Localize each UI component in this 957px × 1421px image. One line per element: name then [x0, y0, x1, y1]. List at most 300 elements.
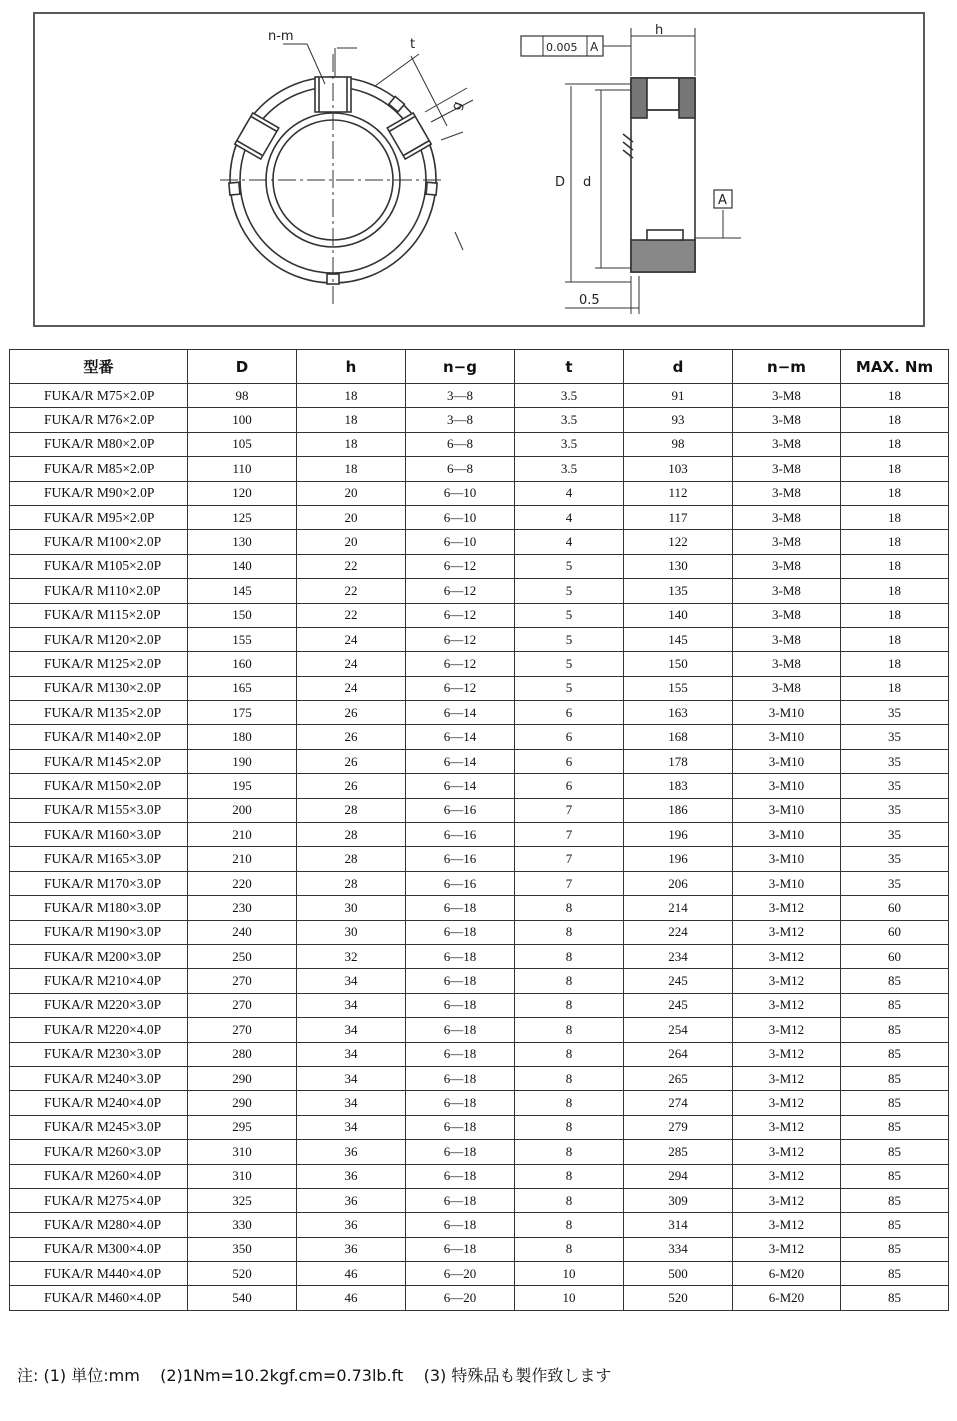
value-cell: 3-M12 [733, 1188, 841, 1212]
value-cell: 6—12 [406, 676, 515, 700]
value-cell: 8 [515, 896, 624, 920]
value-cell: 245 [624, 969, 733, 993]
value-cell: 18 [841, 652, 949, 676]
value-cell: 234 [624, 944, 733, 968]
value-cell: 34 [297, 993, 406, 1017]
value-cell: 85 [841, 969, 949, 993]
value-cell: 4 [515, 530, 624, 554]
value-cell: 314 [624, 1213, 733, 1237]
value-cell: 180 [188, 725, 297, 749]
value-cell: 22 [297, 603, 406, 627]
value-cell: 10 [515, 1286, 624, 1310]
value-cell: 270 [188, 993, 297, 1017]
value-cell: 85 [841, 993, 949, 1017]
value-cell: 36 [297, 1188, 406, 1212]
value-cell: 290 [188, 1066, 297, 1090]
model-cell: FUKA/R M76×2.0P [10, 408, 188, 432]
value-cell: 18 [841, 432, 949, 456]
value-cell: 110 [188, 457, 297, 481]
value-cell: 6—18 [406, 1115, 515, 1139]
value-cell: 309 [624, 1188, 733, 1212]
value-cell: 210 [188, 823, 297, 847]
footnote: 注: (1) 単位:mm (2)1Nm=10.2kgf.cm=0.73lb.ft (3) 特殊品も製作致します [17, 1366, 612, 1385]
column-header: n−m [733, 350, 841, 384]
value-cell: 7 [515, 871, 624, 895]
value-cell: 36 [297, 1164, 406, 1188]
value-cell: 3-M10 [733, 823, 841, 847]
value-cell: 3-M8 [733, 384, 841, 408]
value-cell: 196 [624, 823, 733, 847]
value-cell: 206 [624, 871, 733, 895]
value-cell: 5 [515, 579, 624, 603]
table-row [10, 384, 949, 408]
value-cell: 6—12 [406, 627, 515, 651]
value-cell: 183 [624, 774, 733, 798]
value-cell: 3-M8 [733, 652, 841, 676]
value-cell: 3.5 [515, 432, 624, 456]
table-row [10, 701, 949, 725]
label-t: t [410, 37, 416, 52]
model-cell: FUKA/R M165×3.0P [10, 847, 188, 871]
value-cell: 6—20 [406, 1286, 515, 1310]
model-cell: FUKA/R M460×4.0P [10, 1286, 188, 1310]
value-cell: 265 [624, 1066, 733, 1090]
value-cell: 6—18 [406, 896, 515, 920]
value-cell: 6—18 [406, 1164, 515, 1188]
value-cell: 178 [624, 749, 733, 773]
value-cell: 175 [188, 701, 297, 725]
model-cell: FUKA/R M240×4.0P [10, 1091, 188, 1115]
front-view [220, 44, 473, 306]
value-cell: 35 [841, 701, 949, 725]
label-nm: n-m [268, 29, 294, 44]
value-cell: 294 [624, 1164, 733, 1188]
value-cell: 34 [297, 1091, 406, 1115]
value-cell: 6—14 [406, 725, 515, 749]
value-cell: 8 [515, 969, 624, 993]
model-cell: FUKA/R M260×4.0P [10, 1164, 188, 1188]
model-cell: FUKA/R M85×2.0P [10, 457, 188, 481]
table-row [10, 505, 949, 529]
value-cell: 150 [188, 603, 297, 627]
value-cell: 18 [841, 676, 949, 700]
value-cell: 6—16 [406, 823, 515, 847]
value-cell: 18 [297, 408, 406, 432]
table-row [10, 1237, 949, 1261]
value-cell: 3-M12 [733, 1164, 841, 1188]
value-cell: 36 [297, 1213, 406, 1237]
value-cell: 18 [841, 579, 949, 603]
model-cell: FUKA/R M245×3.0P [10, 1115, 188, 1139]
value-cell: 186 [624, 798, 733, 822]
value-cell: 8 [515, 1213, 624, 1237]
value-cell: 150 [624, 652, 733, 676]
column-header: n−g [406, 350, 515, 384]
value-cell: 7 [515, 823, 624, 847]
value-cell: 34 [297, 969, 406, 993]
value-cell: 3-M8 [733, 432, 841, 456]
value-cell: 3-M8 [733, 481, 841, 505]
value-cell: 34 [297, 1066, 406, 1090]
value-cell: 85 [841, 1066, 949, 1090]
value-cell: 3-M12 [733, 1237, 841, 1261]
value-cell: 60 [841, 920, 949, 944]
value-cell: 6—18 [406, 1042, 515, 1066]
table-row [10, 969, 949, 993]
value-cell: 3-M10 [733, 749, 841, 773]
model-cell: FUKA/R M210×4.0P [10, 969, 188, 993]
value-cell: 100 [188, 408, 297, 432]
value-cell: 168 [624, 725, 733, 749]
table-row [10, 823, 949, 847]
value-cell: 5 [515, 627, 624, 651]
model-cell: FUKA/R M110×2.0P [10, 579, 188, 603]
value-cell: 3-M8 [733, 530, 841, 554]
value-cell: 22 [297, 579, 406, 603]
value-cell: 140 [624, 603, 733, 627]
value-cell: 8 [515, 1188, 624, 1212]
value-cell: 8 [515, 1237, 624, 1261]
value-cell: 3-M12 [733, 1091, 841, 1115]
table-row [10, 1140, 949, 1164]
value-cell: 117 [624, 505, 733, 529]
value-cell: 3-M8 [733, 505, 841, 529]
value-cell: 3-M10 [733, 725, 841, 749]
value-cell: 4 [515, 505, 624, 529]
value-cell: 3-M10 [733, 871, 841, 895]
value-cell: 3-M8 [733, 554, 841, 578]
model-cell: FUKA/R M145×2.0P [10, 749, 188, 773]
model-cell: FUKA/R M280×4.0P [10, 1213, 188, 1237]
table-row [10, 1066, 949, 1090]
value-cell: 155 [624, 676, 733, 700]
label-h: h [655, 23, 664, 38]
value-cell: 214 [624, 896, 733, 920]
value-cell: 98 [624, 432, 733, 456]
value-cell: 325 [188, 1188, 297, 1212]
model-cell: FUKA/R M220×4.0P [10, 1018, 188, 1042]
value-cell: 125 [188, 505, 297, 529]
value-cell: 3-M8 [733, 408, 841, 432]
column-header: 型番 [10, 350, 188, 384]
value-cell: 120 [188, 481, 297, 505]
value-cell: 3-M10 [733, 701, 841, 725]
value-cell: 8 [515, 1164, 624, 1188]
value-cell: 35 [841, 823, 949, 847]
value-cell: 5 [515, 652, 624, 676]
drawing-svg [35, 14, 923, 325]
value-cell: 35 [841, 798, 949, 822]
table-row [10, 1188, 949, 1212]
table-row [10, 481, 949, 505]
value-cell: 274 [624, 1091, 733, 1115]
value-cell: 3-M12 [733, 1066, 841, 1090]
value-cell: 3—8 [406, 384, 515, 408]
value-cell: 26 [297, 774, 406, 798]
value-cell: 6—18 [406, 920, 515, 944]
value-cell: 196 [624, 847, 733, 871]
table-row [10, 871, 949, 895]
table-row [10, 774, 949, 798]
table-row [10, 603, 949, 627]
value-cell: 22 [297, 554, 406, 578]
value-cell: 28 [297, 847, 406, 871]
value-cell: 245 [624, 993, 733, 1017]
value-cell: 46 [297, 1286, 406, 1310]
table-row [10, 944, 949, 968]
model-cell: FUKA/R M130×2.0P [10, 676, 188, 700]
value-cell: 3—8 [406, 408, 515, 432]
value-cell: 6—16 [406, 847, 515, 871]
value-cell: 6—12 [406, 603, 515, 627]
value-cell: 6—18 [406, 969, 515, 993]
value-cell: 165 [188, 676, 297, 700]
label-g: g [449, 99, 466, 113]
label-d: d [583, 175, 592, 190]
value-cell: 112 [624, 481, 733, 505]
value-cell: 4 [515, 481, 624, 505]
value-cell: 6—18 [406, 1066, 515, 1090]
table-row [10, 1262, 949, 1286]
value-cell: 20 [297, 481, 406, 505]
value-cell: 3.5 [515, 457, 624, 481]
value-cell: 240 [188, 920, 297, 944]
value-cell: 3-M12 [733, 920, 841, 944]
spec-table-head [10, 350, 949, 384]
value-cell: 310 [188, 1140, 297, 1164]
value-cell: 6—18 [406, 1237, 515, 1261]
table-row [10, 554, 949, 578]
model-cell: FUKA/R M170×3.0P [10, 871, 188, 895]
value-cell: 250 [188, 944, 297, 968]
value-cell: 6—14 [406, 749, 515, 773]
value-cell: 3-M12 [733, 969, 841, 993]
value-cell: 3-M10 [733, 774, 841, 798]
value-cell: 6—18 [406, 1188, 515, 1212]
value-cell: 224 [624, 920, 733, 944]
model-cell: FUKA/R M275×4.0P [10, 1188, 188, 1212]
value-cell: 3-M12 [733, 1140, 841, 1164]
label-datum: A [590, 40, 599, 54]
value-cell: 3-M10 [733, 798, 841, 822]
value-cell: 18 [841, 530, 949, 554]
value-cell: 6—16 [406, 871, 515, 895]
table-row [10, 1042, 949, 1066]
value-cell: 3-M8 [733, 676, 841, 700]
value-cell: 24 [297, 652, 406, 676]
value-cell: 18 [297, 457, 406, 481]
value-cell: 8 [515, 1042, 624, 1066]
value-cell: 8 [515, 1140, 624, 1164]
model-cell: FUKA/R M90×2.0P [10, 481, 188, 505]
value-cell: 230 [188, 896, 297, 920]
value-cell: 7 [515, 847, 624, 871]
value-cell: 24 [297, 676, 406, 700]
value-cell: 3-M8 [733, 603, 841, 627]
model-cell: FUKA/R M260×3.0P [10, 1140, 188, 1164]
value-cell: 5 [515, 603, 624, 627]
table-row [10, 652, 949, 676]
value-cell: 6—18 [406, 1140, 515, 1164]
value-cell: 35 [841, 774, 949, 798]
value-cell: 220 [188, 871, 297, 895]
value-cell: 30 [297, 920, 406, 944]
value-cell: 195 [188, 774, 297, 798]
column-header: t [515, 350, 624, 384]
value-cell: 6—8 [406, 457, 515, 481]
value-cell: 3-M8 [733, 579, 841, 603]
value-cell: 6—14 [406, 774, 515, 798]
value-cell: 85 [841, 1042, 949, 1066]
value-cell: 28 [297, 823, 406, 847]
value-cell: 36 [297, 1140, 406, 1164]
value-cell: 46 [297, 1262, 406, 1286]
model-cell: FUKA/R M80×2.0P [10, 432, 188, 456]
table-row [10, 676, 949, 700]
table-row [10, 1115, 949, 1139]
value-cell: 34 [297, 1042, 406, 1066]
table-row [10, 1213, 949, 1237]
model-cell: FUKA/R M220×3.0P [10, 993, 188, 1017]
model-cell: FUKA/R M140×2.0P [10, 725, 188, 749]
value-cell: 8 [515, 993, 624, 1017]
value-cell: 3-M12 [733, 993, 841, 1017]
value-cell: 103 [624, 457, 733, 481]
value-cell: 190 [188, 749, 297, 773]
value-cell: 6—10 [406, 530, 515, 554]
model-cell: FUKA/R M125×2.0P [10, 652, 188, 676]
table-row [10, 457, 949, 481]
value-cell: 35 [841, 725, 949, 749]
value-cell: 8 [515, 1115, 624, 1139]
value-cell: 60 [841, 896, 949, 920]
value-cell: 28 [297, 798, 406, 822]
model-cell: FUKA/R M100×2.0P [10, 530, 188, 554]
table-row [10, 1164, 949, 1188]
value-cell: 6—18 [406, 1091, 515, 1115]
value-cell: 85 [841, 1164, 949, 1188]
value-cell: 34 [297, 1115, 406, 1139]
value-cell: 85 [841, 1188, 949, 1212]
value-cell: 122 [624, 530, 733, 554]
value-cell: 6—10 [406, 481, 515, 505]
spec-table [9, 349, 949, 1311]
model-cell: FUKA/R M135×2.0P [10, 701, 188, 725]
column-header: d [624, 350, 733, 384]
value-cell: 10 [515, 1262, 624, 1286]
model-cell: FUKA/R M75×2.0P [10, 384, 188, 408]
value-cell: 20 [297, 530, 406, 554]
value-cell: 264 [624, 1042, 733, 1066]
value-cell: 18 [841, 481, 949, 505]
table-row [10, 1018, 949, 1042]
value-cell: 60 [841, 944, 949, 968]
value-cell: 330 [188, 1213, 297, 1237]
value-cell: 310 [188, 1164, 297, 1188]
value-cell: 3-M10 [733, 847, 841, 871]
value-cell: 6 [515, 749, 624, 773]
value-cell: 6—16 [406, 798, 515, 822]
model-cell: FUKA/R M160×3.0P [10, 823, 188, 847]
value-cell: 18 [841, 408, 949, 432]
value-cell: 85 [841, 1115, 949, 1139]
value-cell: 91 [624, 384, 733, 408]
value-cell: 200 [188, 798, 297, 822]
value-cell: 5 [515, 554, 624, 578]
value-cell: 85 [841, 1213, 949, 1237]
value-cell: 540 [188, 1286, 297, 1310]
label-05: 0.5 [579, 293, 600, 308]
value-cell: 34 [297, 1018, 406, 1042]
value-cell: 7 [515, 798, 624, 822]
value-cell: 6 [515, 774, 624, 798]
value-cell: 105 [188, 432, 297, 456]
value-cell: 140 [188, 554, 297, 578]
value-cell: 3-M12 [733, 1042, 841, 1066]
value-cell: 6—12 [406, 652, 515, 676]
model-cell: FUKA/R M105×2.0P [10, 554, 188, 578]
value-cell: 3.5 [515, 408, 624, 432]
value-cell: 8 [515, 1091, 624, 1115]
value-cell: 6—18 [406, 1018, 515, 1042]
table-row [10, 579, 949, 603]
value-cell: 85 [841, 1018, 949, 1042]
table-row [10, 847, 949, 871]
model-cell: FUKA/R M180×3.0P [10, 896, 188, 920]
table-row [10, 1286, 949, 1310]
value-cell: 26 [297, 725, 406, 749]
value-cell: 3-M12 [733, 1115, 841, 1139]
value-cell: 18 [841, 603, 949, 627]
column-header: h [297, 350, 406, 384]
value-cell: 35 [841, 847, 949, 871]
value-cell: 30 [297, 896, 406, 920]
model-cell: FUKA/R M190×3.0P [10, 920, 188, 944]
value-cell: 6—12 [406, 554, 515, 578]
model-cell: FUKA/R M155×3.0P [10, 798, 188, 822]
table-row [10, 896, 949, 920]
model-cell: FUKA/R M200×3.0P [10, 944, 188, 968]
value-cell: 3-M8 [733, 627, 841, 651]
value-cell: 270 [188, 969, 297, 993]
table-row [10, 627, 949, 651]
table-row [10, 749, 949, 773]
model-cell: FUKA/R M150×2.0P [10, 774, 188, 798]
value-cell: 85 [841, 1140, 949, 1164]
value-cell: 254 [624, 1018, 733, 1042]
value-cell: 160 [188, 652, 297, 676]
value-cell: 6—12 [406, 579, 515, 603]
table-row [10, 798, 949, 822]
value-cell: 36 [297, 1237, 406, 1261]
value-cell: 35 [841, 749, 949, 773]
column-header: MAX. Nm [841, 350, 949, 384]
value-cell: 279 [624, 1115, 733, 1139]
value-cell: 18 [841, 384, 949, 408]
value-cell: 520 [188, 1262, 297, 1286]
value-cell: 334 [624, 1237, 733, 1261]
label-D: D [555, 175, 566, 190]
value-cell: 28 [297, 871, 406, 895]
value-cell: 280 [188, 1042, 297, 1066]
value-cell: 135 [624, 579, 733, 603]
table-row [10, 408, 949, 432]
model-cell: FUKA/R M230×3.0P [10, 1042, 188, 1066]
value-cell: 85 [841, 1237, 949, 1261]
value-cell: 18 [297, 384, 406, 408]
value-cell: 6 [515, 725, 624, 749]
value-cell: 18 [297, 432, 406, 456]
